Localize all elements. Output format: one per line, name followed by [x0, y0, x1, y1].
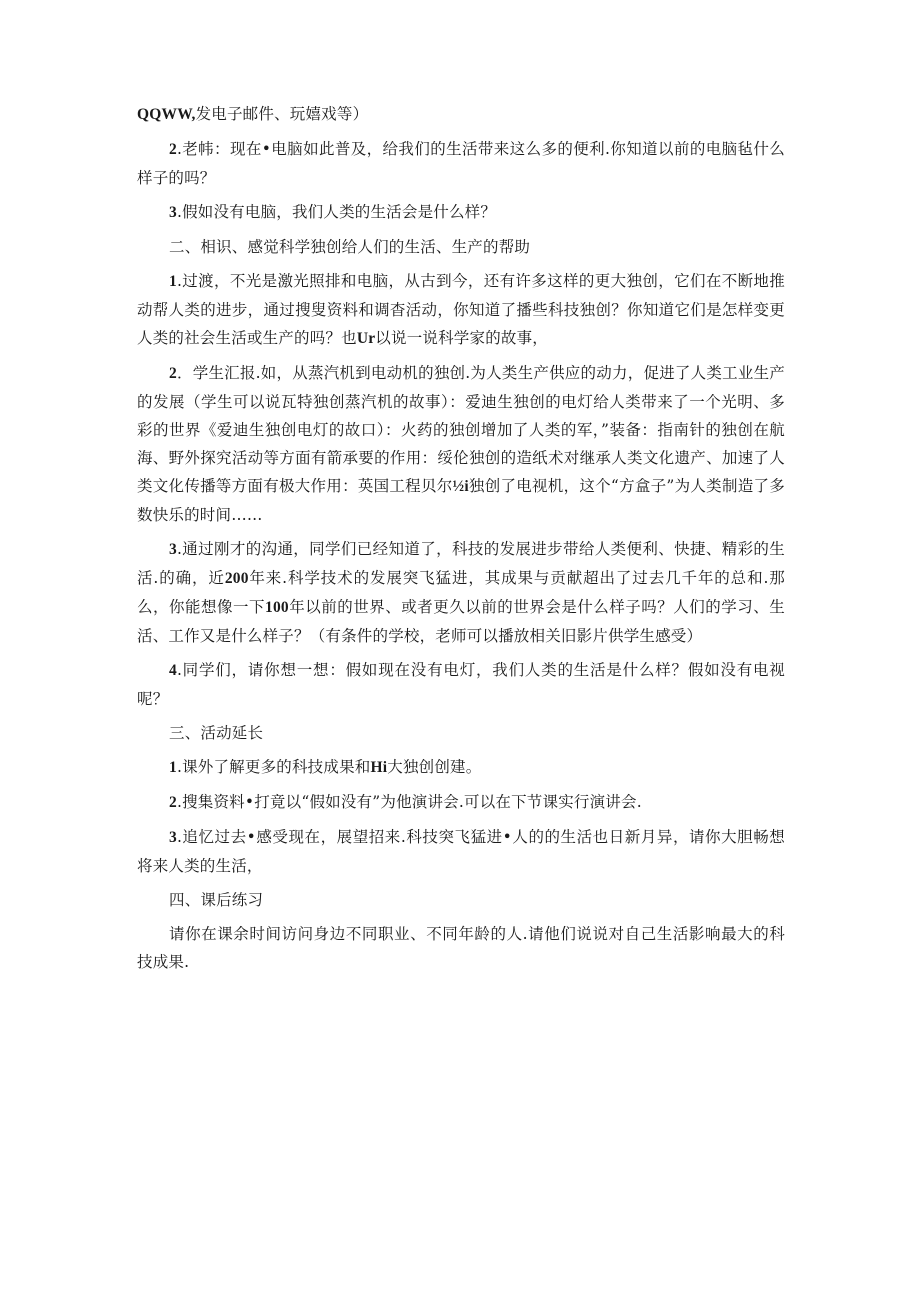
bold-number: 100 — [265, 599, 289, 616]
list-item-3-future — [137, 823, 785, 880]
paragraph-text-mid: 年来.科学技术的发展突飞猛进，其成果与贡献超出了过去几千年的总和.那么，你能想像一下 — [137, 569, 785, 616]
bold-number: 200 — [224, 570, 249, 587]
bold-fragment: Ur — [356, 330, 376, 347]
item-number: 2 — [169, 141, 177, 158]
item-number: 3 — [169, 541, 177, 558]
paragraph-text: .过渡，不光是激光照排和电脑，从古到今，还有许多这样的更大独创，它们在不断地推动帮人类的进步，通过搜叟资料和调杳活动，你知道了播些科技独创？你知道它们是怎样变更人类的社会生活或生产的吗？也 — [137, 272, 785, 347]
paragraph-text: .课外了解更多的科技成果和 — [176, 758, 371, 776]
list-item-2-student-report — [137, 359, 785, 529]
list-item-2-computer-history — [137, 135, 785, 192]
paragraph-text: .搜集资料•打竟以“假如没有”为他演讲会.可以在下节课实行演讲会. — [176, 793, 642, 811]
paragraph-text: .同学们，请你想一想：假如现在没有电灯，我们人类的生活是什么样？假如没有电视呢？ — [137, 661, 785, 708]
paragraph-text: .假如没有电脑，我们人类的生活会是什么样？ — [176, 203, 497, 221]
paragraph-intro-tail — [137, 100, 785, 129]
paragraph-text: 发电子邮件、玩嬉戏等） — [195, 105, 369, 123]
bold-fragment: Hi — [370, 759, 388, 776]
paragraph-text: .通过刚才的沟通，同学们已经知道了，科技的发展进步带给人类便利、快捷、精彩的生活.的确，近 — [137, 540, 785, 587]
item-number: 4 — [169, 662, 177, 679]
bold-prefix: QQWW, — [137, 106, 196, 123]
homework-paragraph: 请你在课余时间访问身边不同职业、不同年龄的人.请他们说说对自己生活影响最大的科技成果. — [137, 925, 785, 971]
paragraph-text-tail: 以说一说科学家的故事， — [375, 329, 548, 347]
item-number: 3 — [169, 829, 177, 846]
section-heading-3: 三、活动延长 — [169, 724, 264, 742]
paragraph-text: .追忆过去•感受现在，展望招来.科技突飞猛进•人的的生活也日新月异，请你大胆畅想将来人类的生活， — [137, 828, 785, 875]
section-heading-4: 四、课后练习 — [169, 891, 264, 909]
bold-fragment: ½i — [452, 478, 469, 495]
paragraph-text: .老帏：现在•电脑如此普及，给我们的生活带来这么多的便利.你知道以前的电脑毡什么样子的吗？ — [137, 140, 785, 187]
item-number: 2 — [169, 794, 177, 811]
list-item-3-no-computer — [137, 198, 785, 227]
list-item-1-transition — [137, 267, 785, 353]
list-item-1-learn-more — [137, 753, 785, 782]
section-heading-2: 二、相识、感觉科学独创给人们的生活、生产的帮助 — [169, 238, 531, 256]
paragraph-text-tail: 大独创创建。 — [387, 758, 482, 776]
paragraph-text: ．学生汇报.如，从蒸汽机到电动机的独创.为人类生产供应的动力，促进了人类工业生产的发展（学生可以说瓦特独创蒸汽机的故事）：爱迪生独创的电灯给人类带来了一个光明、多彩的世界《爱迪生独创电灯的故口）：火药的独创增加了人类的军，”装备：指南针的独创在航海、野外探究活动等方面有箭承要的作用：绥伦独创的造纸术对继承人类文化遗产、加速了人类文化传播等方面有极大作用：英国工程贝尔 — [137, 364, 785, 495]
list-item-3-communication — [137, 535, 785, 650]
item-number: 3 — [169, 204, 177, 221]
document-page — [137, 100, 785, 982]
paragraph-text-tail: 独创了电视机，这个“方盒子”为人类制造了多数快乐的时间…… — [137, 477, 785, 524]
item-number: 1 — [169, 759, 177, 776]
list-item-4-imagine — [137, 656, 785, 713]
item-number: 2 — [169, 365, 177, 382]
item-number: 1 — [169, 273, 177, 290]
list-item-2-speech — [137, 788, 785, 817]
paragraph-text-tail: 年以前的世界、或者更久以前的世界会是什么样子吗？人们的学习、生活、工作又是什么样子？（有条件的学校，老师可以播放相关旧影片供学生感受） — [137, 598, 785, 645]
